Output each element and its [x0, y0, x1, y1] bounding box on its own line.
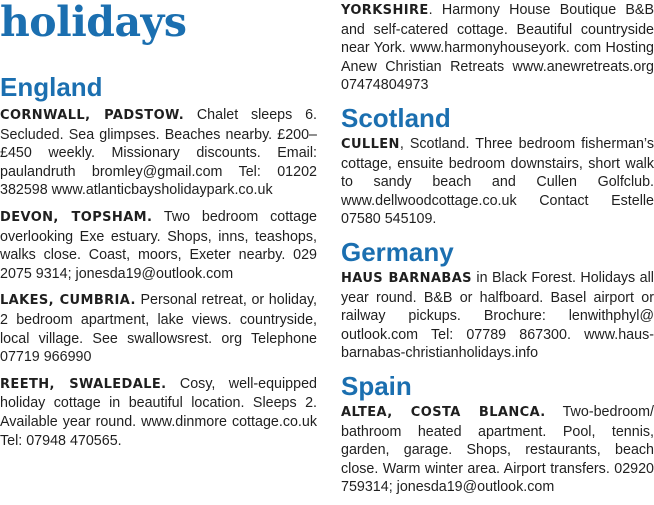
listing-altea-costa-blanca	[341, 403, 654, 497]
listing-text: , Scotland. Three bedroom fisherman’s cottage, ensuite bedroom downstairs, short walk to sandy beach and Cullen Golfclub. www.dellwoodcottage.co.uk Contact Estelle 07580 545109.	[341, 135, 654, 228]
listing-lead: DEVON, TOPSHAM.	[0, 209, 153, 225]
right-column	[341, 0, 654, 505]
listing-text: Two bedroom cottage overlooking Exe estuary. Shops, inns, teashops, walks close. Coast, moors, Exeter nearby. 029 2075 9314; jonesda19@outlook.com	[0, 208, 317, 282]
listing-lakes-cumbria	[0, 291, 317, 366]
listing-text: Chalet sleeps 6. Secluded. Sea glimpses. Beaches nearby. £200–£450 weekly. Missionary discounts. Email: paulandruth bromley@gmail.com Tel: 01202 382598 www.atlanticbaysholidaypark.co.uk	[0, 107, 318, 199]
section-heading-germany: Germany	[341, 236, 454, 267]
listing-lead: HAUS BARNABAS	[341, 270, 472, 286]
listing-lead: ALTEA, COSTA BLANCA.	[341, 404, 546, 420]
listing-text: . Harmony House Boutique B&B and self-catered cottage. Beautiful countryside near York. www.harmonyhouseyork. com Hosting Anew Christian Retreats www.anewretreats.org 07474804973	[341, 2, 654, 94]
listing-yorkshire	[341, 1, 654, 95]
listing-lead: CORNWALL, PADSTOW.	[0, 108, 185, 123]
listing-lead: REETH, SWALEDALE.	[0, 376, 167, 392]
listing-text: in Black Forest. Holidays all year round. B&B or halfboard. Basel airport or railway pickups. Brochure: lenwithphyl@ outlook.com Tel: 07789 867300. www.haus-barnabas-christianholidays.info	[341, 269, 654, 362]
listing-lead: CULLEN	[341, 136, 400, 152]
listing-reeth-swaledale	[0, 375, 317, 450]
listing-text: Cosy, well-equipped holiday cottage in beautiful location. Sleeps 2. Available year round. www.dinmore cottage.co.uk Tel: 07948 470565.	[0, 375, 317, 449]
listing-devon-topsham	[0, 208, 317, 283]
listing-cornwall-padstow	[0, 106, 317, 200]
left-column	[0, 0, 317, 458]
section-heading-spain: Spain	[341, 370, 412, 401]
listing-text: Two-bedroom/ bathroom heated apartment. Pool, tennis, garden, garage. Shops, restaurants, beach close. Warm winter area. Airport transfers. 02920 759314; jonesda19@outlook.com	[341, 403, 654, 496]
listing-cullen	[341, 135, 654, 229]
section-heading-scotland: Scotland	[341, 102, 451, 133]
listing-lead: LAKES, CUMBRIA.	[0, 293, 136, 309]
page-title: holidays	[0, 0, 187, 46]
section-heading-england: England	[0, 72, 103, 102]
listing-lead: YORKSHIRE	[341, 3, 429, 18]
listing-haus-barnabas	[341, 269, 654, 363]
listing-text: Personal retreat, or holiday, 2 bedroom apartment, lake views. countryside, local village. See swallowsrest. org Telephone 07719 966990	[0, 292, 318, 366]
